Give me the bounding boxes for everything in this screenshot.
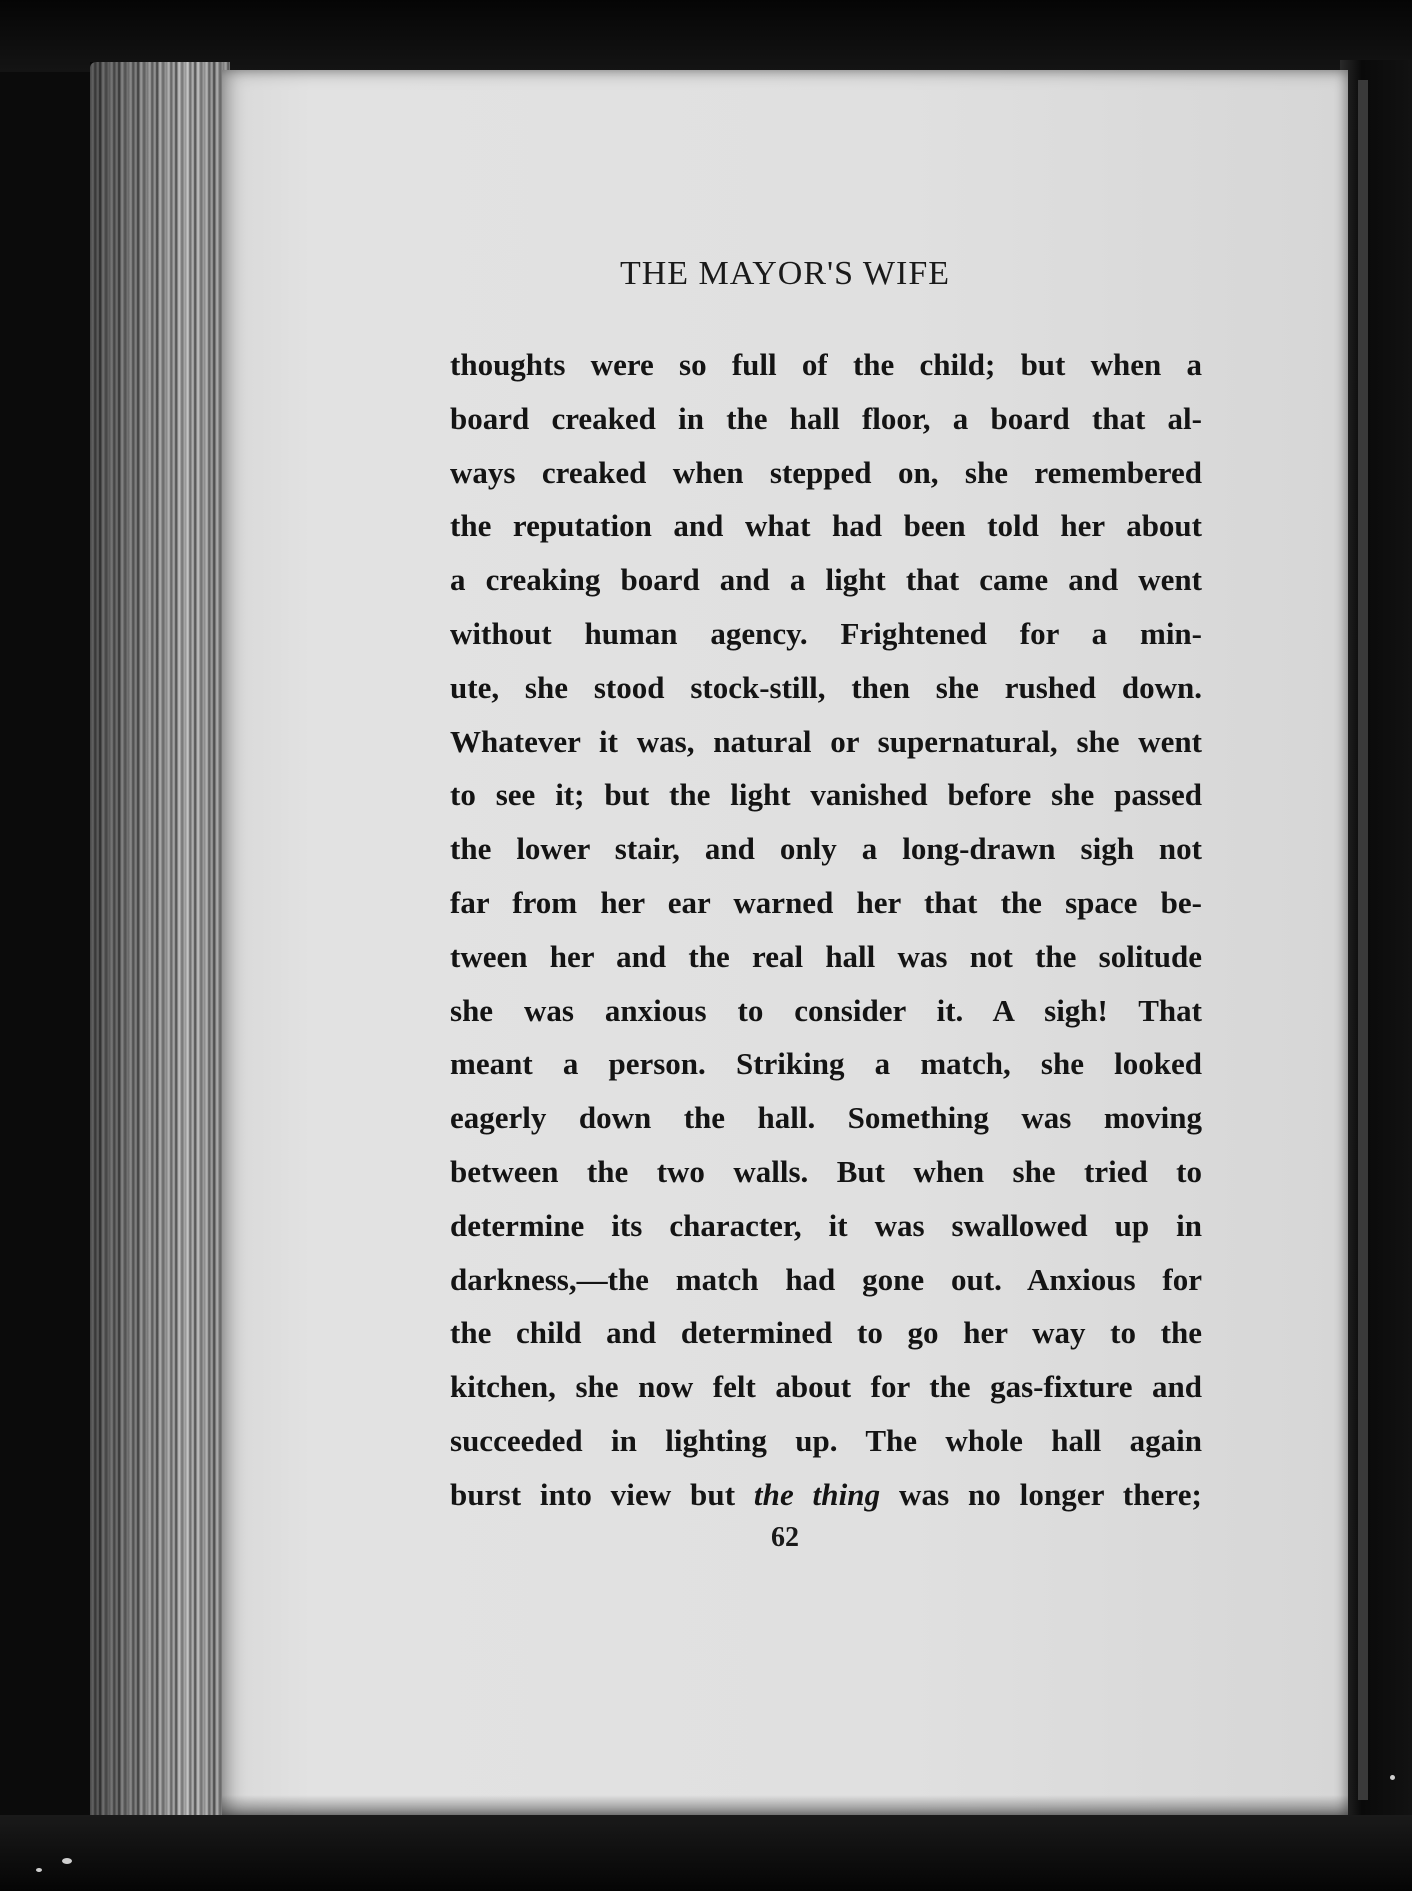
- text-line: meant a person. Striking a match, she looked: [450, 1046, 1202, 1082]
- text-line: without human agency. Frightened for a min-: [450, 615, 1202, 651]
- text-line: eagerly down the hall. Something was moving: [450, 1100, 1202, 1136]
- text-line: determine its character, it was swallowed up in: [450, 1207, 1202, 1243]
- text-line: tween her and the real hall was not the solitude: [450, 938, 1202, 974]
- text-line: between the two walls. But when she tried to: [450, 1153, 1202, 1189]
- text-line-last: [450, 1468, 1202, 1522]
- text-line: darkness,—the match had gone out. Anxious for: [450, 1261, 1202, 1297]
- text-line: kitchen, she now felt about for the gas-fixture and: [450, 1369, 1202, 1405]
- text-line: she was anxious to consider it. A sigh! That: [450, 992, 1202, 1028]
- text-line: the child and determined to go her way to the: [450, 1315, 1202, 1351]
- text-line: the lower stair, and only a long-drawn sigh not: [450, 831, 1202, 867]
- text-line: ute, she stood stock-still, then she rushed down.: [450, 669, 1202, 705]
- frame-bottom-edge: [0, 1815, 1412, 1891]
- running-head: THE MAYOR'S WIFE: [619, 255, 951, 292]
- text-line: far from her ear warned her that the space be-: [450, 884, 1202, 920]
- text-segment: burst into view but: [450, 1476, 754, 1512]
- text-line: board creaked in the hall floor, a board that al-: [450, 400, 1202, 436]
- film-speck: [1390, 1775, 1395, 1780]
- text-line: ways creaked when stepped on, she remembered: [450, 454, 1202, 490]
- page-edges-shadow: [90, 62, 230, 1822]
- film-speck: [62, 1858, 72, 1864]
- text-line: succeeded in lighting up. The whole hall again: [450, 1422, 1202, 1458]
- italic-phrase: the thing: [753, 1476, 881, 1512]
- right-edge-strip: [1358, 80, 1368, 1800]
- text-line: thoughts were so full of the child; but when a: [450, 347, 1202, 382]
- text-line: Whatever it was, natural or supernatural, she went: [450, 723, 1202, 759]
- right-book-edge: [1340, 60, 1412, 1830]
- text-line: to see it; but the light vanished before she passed: [450, 777, 1202, 813]
- text-line: the reputation and what had been told her about: [450, 508, 1202, 544]
- page-number: 62: [771, 1522, 799, 1553]
- text-line: a creaking board and a light that came and went: [450, 562, 1202, 598]
- body-text: [450, 338, 1202, 1522]
- text-segment: was no longer there;: [880, 1476, 1202, 1512]
- film-speck: [36, 1868, 42, 1872]
